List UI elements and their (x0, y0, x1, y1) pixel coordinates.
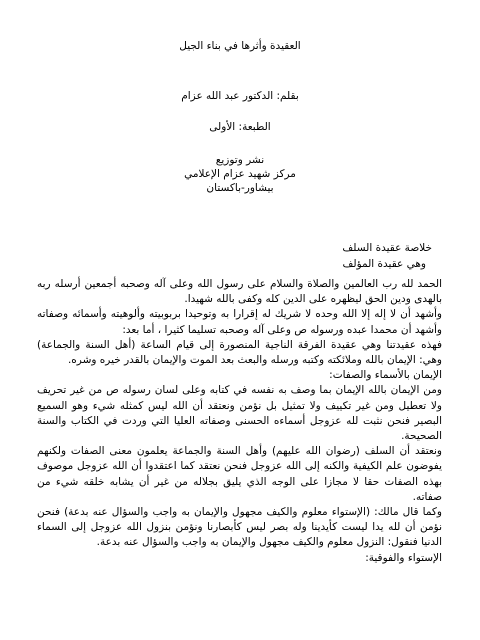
publisher-line: مركز شهيد عزام الإعلامي (184, 168, 296, 180)
paragraph: ونعتقد أن السلف (رضوان الله عليهم) وأهل السنة والجماعة يعلمون معنى الصفات ولكنهم يفوضون علم الكيفية والكنه إلى الله عزوجل فنحن نعتقد كما اعتقدوا أن الله عزوجل موصوف بهذه الصفات حقا لا مجازا على الوجه الذي يليق بجلاله من غير أن يشابه خلقه شيء من صفاته. (37, 445, 442, 503)
paragraph: ومن الإيمان بالله الإيمان بما وصف به نفسه في كتابه وعلى لسان رسوله ص من غير تحريف ولا تعطيل ومن غير تكييف ولا تمثيل بل نؤمن ونعتقد أن الله ليس كمثله شيء وهو السميع البصير فنحن نثبت لله عزوجل أسماءه الحسنى وصفاته العليا التي وردت في الكتاب والسنة الصحيحة. (37, 384, 442, 443)
section-subheading: وهي عقيدة المؤلف (342, 258, 426, 270)
author-line: بقلم: الدكتور عبد الله عزام (181, 90, 299, 102)
body-text (37, 277, 442, 566)
paragraph: وأشهد أن لا إله إلا الله وحده لا شريك له إقرارا به وتوحيدا بربوبيته وألوهيته وأسمائه وصفاته وأشهد أن محمدا عبده ورسوله ص وعلى آله وصحبه تسليما كثيرا ، أما بعد: (37, 308, 442, 336)
paragraph: فهذه عقيدتنا وهي عقيدة الفرقة الناجية المنصورة إلى قيام الساعة (أهل السنة والجماعة) وهي: الإيمان بالله وملائكته وكتبه ورسله والبعث بعد الموت والإيمان بالقدر خيره وشره. (37, 338, 442, 367)
publisher-line: بيشاور-باكستان (206, 182, 274, 194)
subheading-istiwa: الإستواء والفوقية: (365, 551, 442, 564)
section-heading-block (132, 240, 432, 272)
publisher-line: نشر وتوزيع (215, 154, 265, 166)
section-heading: خلاصة عقيدة السلف (342, 242, 432, 254)
paragraph: الحمد لله رب العالمين والصلاة والسلام على رسول الله وعلى آله وصحبه أجمعين أرسله ربه بالهدى ودين الحق ليظهره على الدين كله وكفى بالله شهيدا. (37, 278, 442, 306)
publisher-block (0, 153, 480, 195)
document-title: العقيدة وأثرها في بناء الجيل (179, 40, 301, 52)
edition-line: الطبعة: الأولى (209, 121, 271, 133)
subheading-asma-sifat: الإيمان بالأسماء والصفات: (329, 369, 442, 382)
paragraph: وكما قال مالك: (الإستواء معلوم والكيف مجهول والإيمان به واجب والسؤال عنه بدعة) فنحن نؤمن أن لله يدا ليست كأيدينا وله بصر ليس كأبصارنا ونؤمن بنزول الله عزوجل إلى السماء الدنيا فنقول: النزول معلوم والكيف مجهول والإيمان به واجب والسؤال عنه بدعة. (37, 506, 442, 549)
